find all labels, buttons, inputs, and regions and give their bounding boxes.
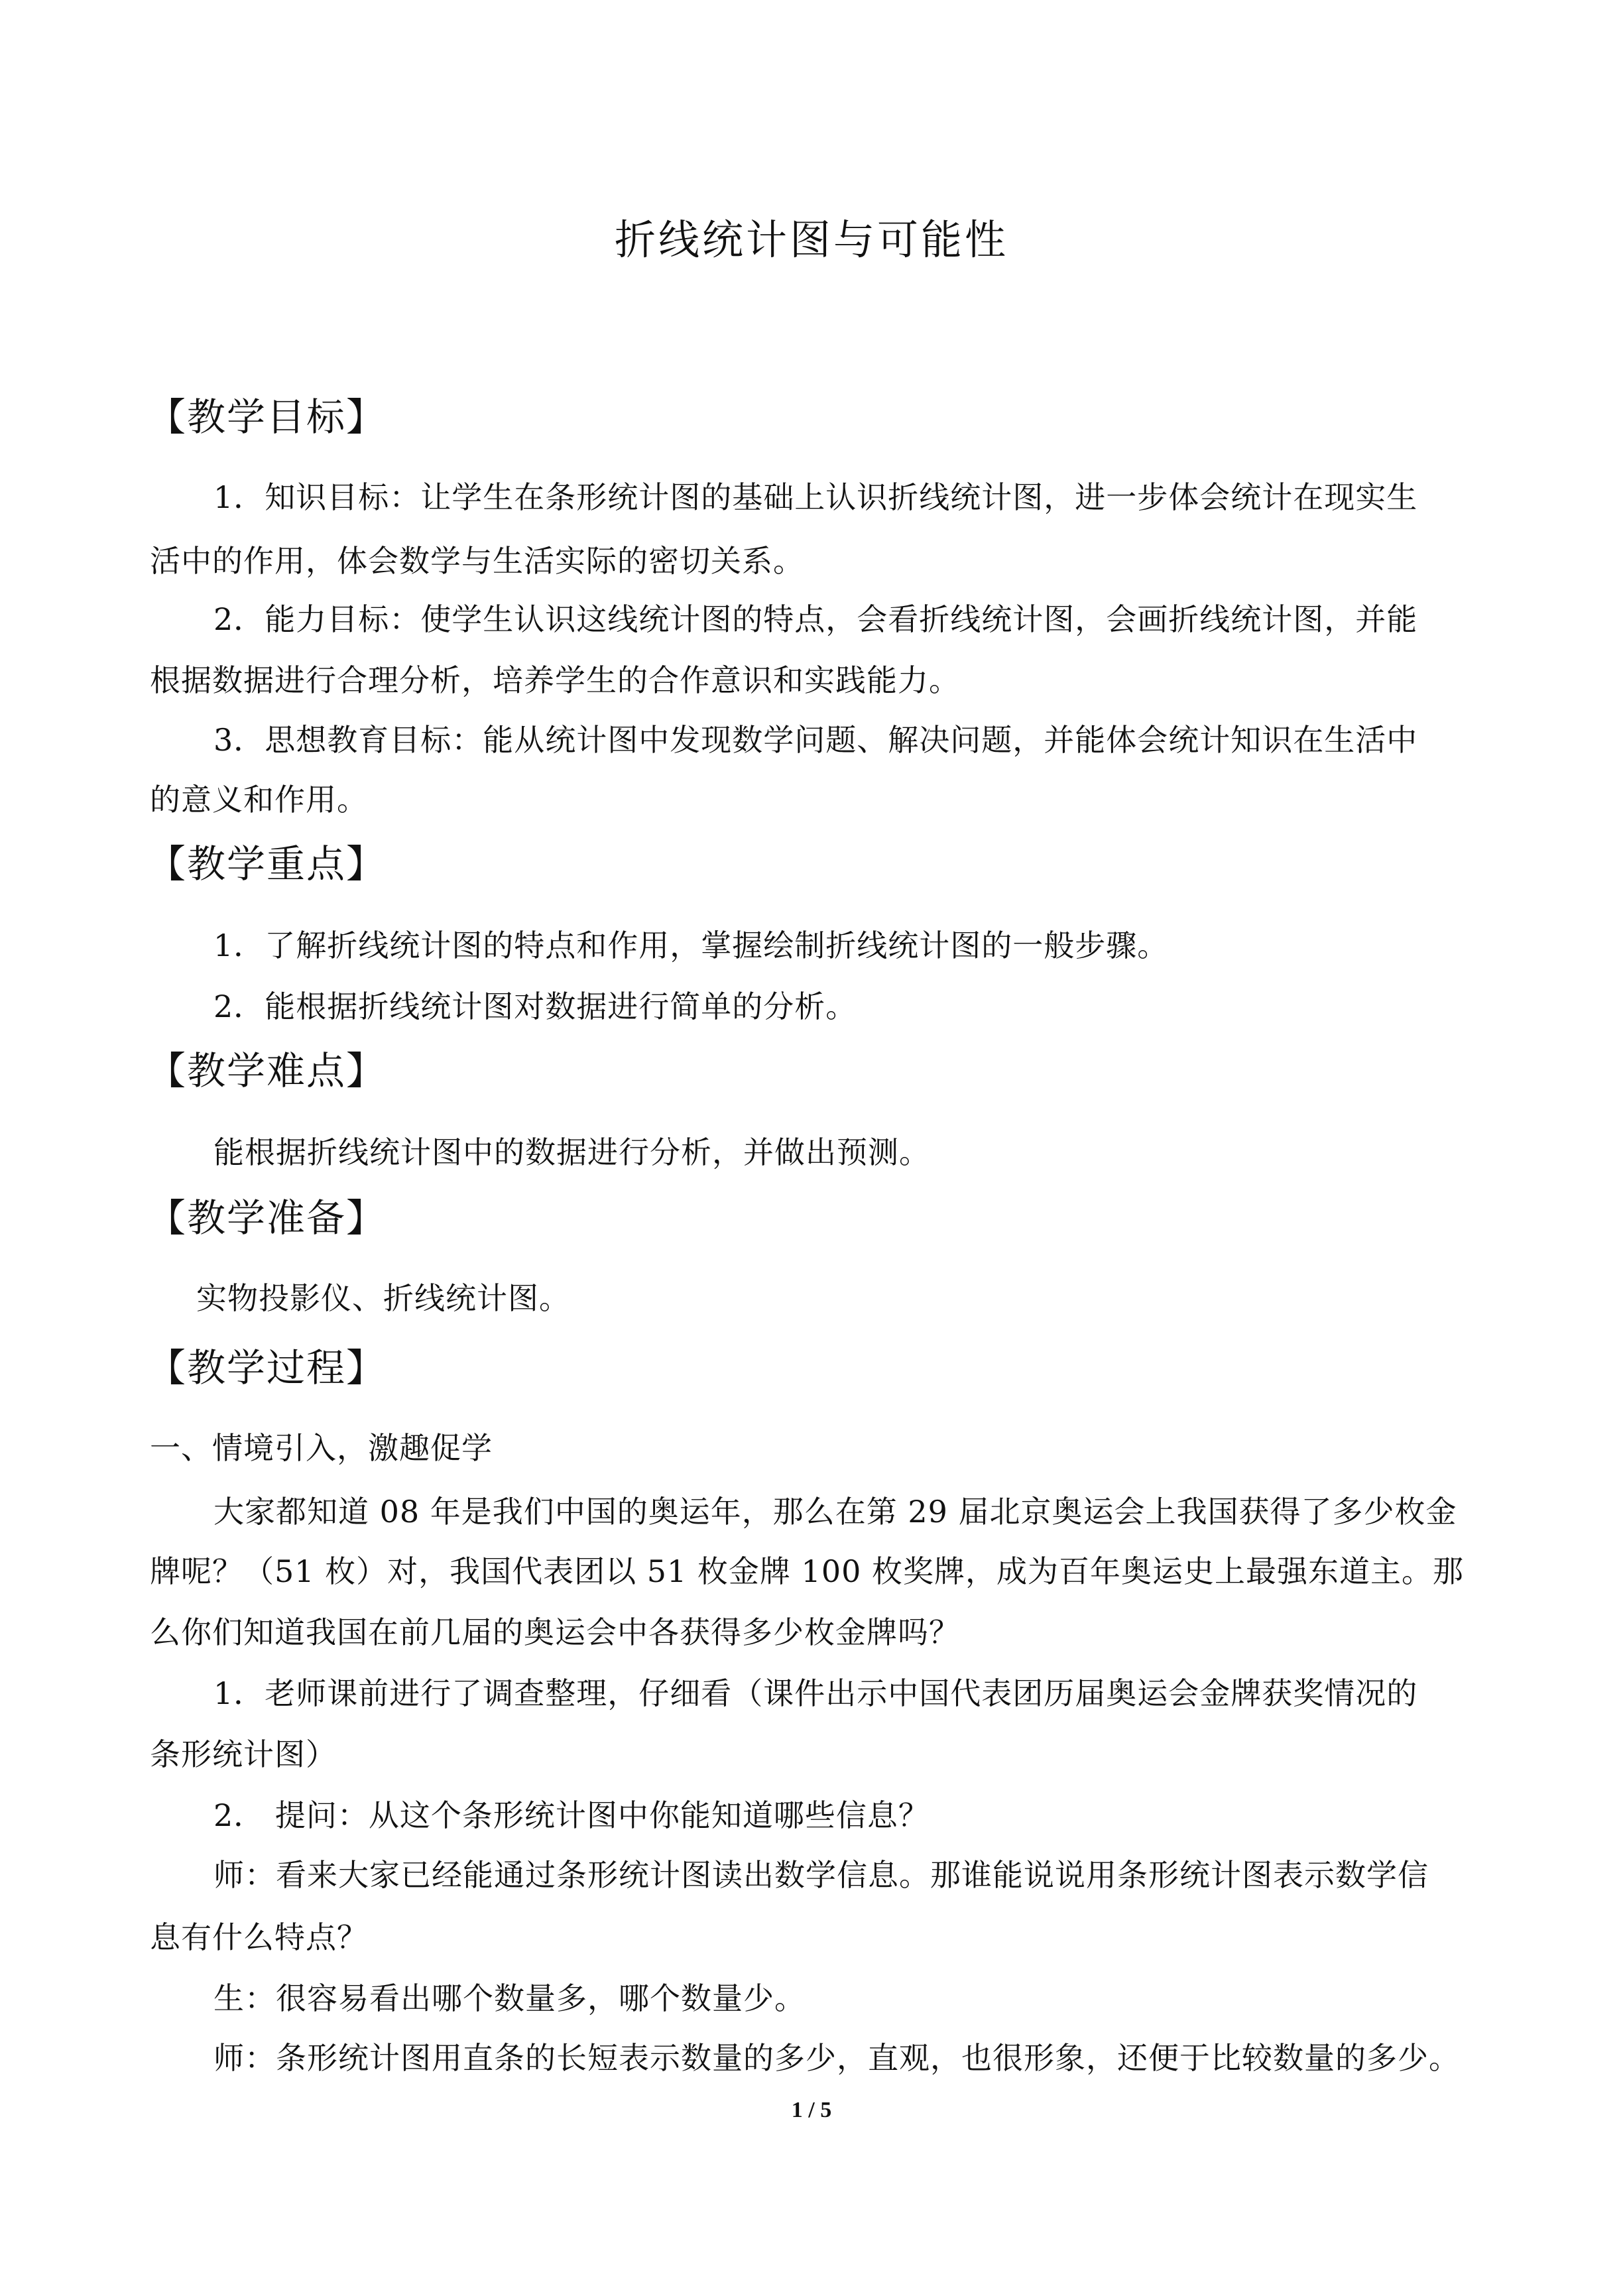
key-points-line-2: 2．能根据折线统计图对数据进行简单的分析。 xyxy=(213,989,857,1024)
process-line-4: 么你们知道我国在前几届的奥运会中各获得多少枚金牌吗？ xyxy=(150,1614,960,1650)
process-line-2: 大家都知道 08 年是我们中国的奥运年，那么在第 29 届北京奥运会上我国获得了多少枚金 xyxy=(213,1494,1457,1530)
heading-preparation: 【教学准备】 xyxy=(147,1195,387,1240)
objectives-line-2: 活中的作用，体会数学与生活实际的密切关系。 xyxy=(150,543,804,579)
process-line-7: 2． 提问：从这个条形统计图中你能知道哪些信息？ xyxy=(213,1797,930,1833)
key-points-line-1: 1．了解折线统计图的特点和作用，掌握绘制折线统计图的一般步骤。 xyxy=(213,928,1169,963)
objectives-line-3: 2．能力目标：使学生认识这线统计图的特点，会看折线统计图，会画折线统计图，并能 xyxy=(213,601,1418,637)
process-line-10: 生：很容易看出哪个数量多，哪个数量少。 xyxy=(213,1980,806,2016)
process-line-5: 1．老师课前进行了调查整理，仔细看（课件出示中国代表团历届奥运会金牌获奖情况的 xyxy=(213,1675,1418,1711)
difficulties-line-1: 能根据折线统计图中的数据进行分析，并做出预测。 xyxy=(213,1134,930,1170)
page-number: 1 / 5 xyxy=(791,2098,832,2122)
process-line-9: 息有什么特点？ xyxy=(150,1919,368,1955)
heading-objectives: 【教学目标】 xyxy=(147,394,387,440)
process-line-3: 牌呢？（51 枚）对，我国代表团以 51 枚金牌 100 枚奖牌，成为百年奥运史上最强东道主。那 xyxy=(150,1553,1464,1589)
objectives-line-1: 1．知识目标：让学生在条形统计图的基础上认识折线统计图，进一步体会统计在现实生 xyxy=(213,479,1418,515)
process-line-1: 一、情境引入，激趣促学 xyxy=(150,1430,493,1466)
process-line-8: 师：看来大家已经能通过条形统计图读出数学信息。那谁能说说用条形统计图表示数学信 xyxy=(213,1857,1429,1893)
preparation-line-1: 实物投影仪、折线统计图。 xyxy=(196,1280,570,1316)
process-line-6: 条形统计图） xyxy=(150,1736,337,1772)
process-line-11: 师：条形统计图用直条的长短表示数量的多少，直观，也很形象，还便于比较数量的多少。 xyxy=(213,2040,1460,2076)
objectives-line-5: 3．思想教育目标：能从统计图中发现数学问题、解决问题，并能体会统计知识在生活中 xyxy=(213,722,1418,758)
heading-key-points: 【教学重点】 xyxy=(147,841,387,886)
objectives-line-6: 的意义和作用。 xyxy=(150,782,368,817)
objectives-line-4: 根据数据进行合理分析，培养学生的合作意识和实践能力。 xyxy=(150,662,960,698)
document-title: 折线统计图与可能性 xyxy=(614,215,1008,264)
heading-process: 【教学过程】 xyxy=(147,1345,387,1390)
heading-difficulties: 【教学难点】 xyxy=(147,1048,387,1093)
